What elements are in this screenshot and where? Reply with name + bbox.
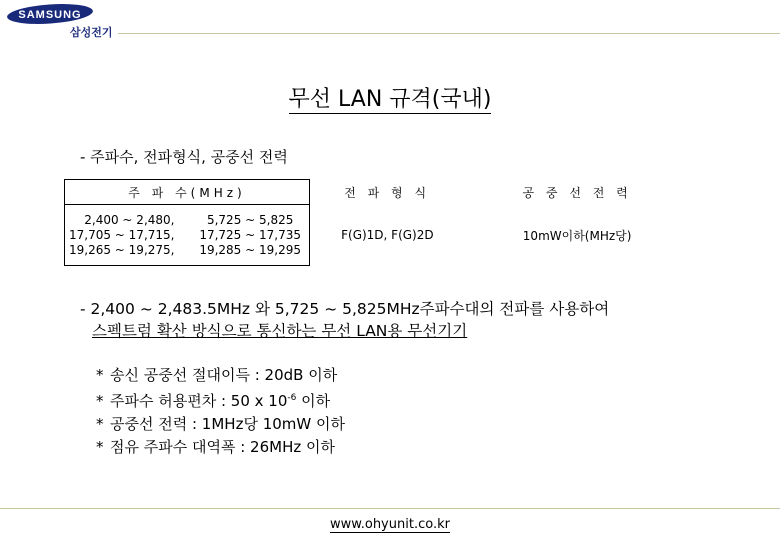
header-frequency: 주 파 수(MHz)	[65, 180, 310, 205]
frequency-range-start: 2,400 ~ 2,480, 17,705 ~ 17,715, 19,265 ~ 19,275,	[69, 212, 175, 257]
samsung-logo	[6, 4, 94, 24]
power-cell: 10mW이하(MHz당)	[522, 228, 632, 243]
description	[80, 298, 609, 342]
spec-table	[64, 179, 690, 266]
bullet-item: * 점유 주파수 대역폭 : 26MHz 이하	[96, 438, 335, 456]
bullet-item: * 주파수 허용편차 : 50 x $10^{-6}$ 이하	[96, 392, 331, 410]
frequency-cell	[65, 205, 310, 266]
emission-cell: F(G)1D, F(G)2D	[341, 228, 434, 242]
header-rule	[118, 33, 780, 34]
page-title	[0, 82, 780, 113]
description-line-1: - 2,400 ~ 2,483.5MHz 와 5,725 ~ 5,825MHz주파수대의 전파를 사용하여	[80, 300, 610, 318]
spec-bullets	[96, 364, 345, 459]
logo-text: SAMSUNG	[18, 9, 82, 21]
bullet-item: * 공중선 전력 : 1MHz당 10mW 이하	[96, 415, 345, 433]
footer-url[interactable]: www.ohyunit.co.kr	[330, 517, 450, 532]
frequency-range-end: 5,725 ~ 5,825 17,725 ~ 17,735 19,285 ~ 19,295	[199, 212, 301, 257]
header-power: 공 중 선 전 력	[522, 185, 632, 200]
section-subtitle: - 주파수, 전파형식, 공중선 전력	[80, 148, 288, 166]
header-emission: 전 파 형 식	[344, 185, 431, 200]
logo-subtitle: 삼성전기	[70, 26, 113, 39]
bullet-item: * 송신 공중선 절대이득 : 20dB 이하	[96, 366, 338, 384]
footer-rule	[0, 508, 780, 509]
page-title-text: 무선 LAN 규격(국내)	[288, 87, 492, 112]
description-line-2: 스펙트럼 확산 방식으로 통신하는 무선 LAN용 무선기기	[92, 322, 468, 340]
footer	[0, 517, 780, 532]
